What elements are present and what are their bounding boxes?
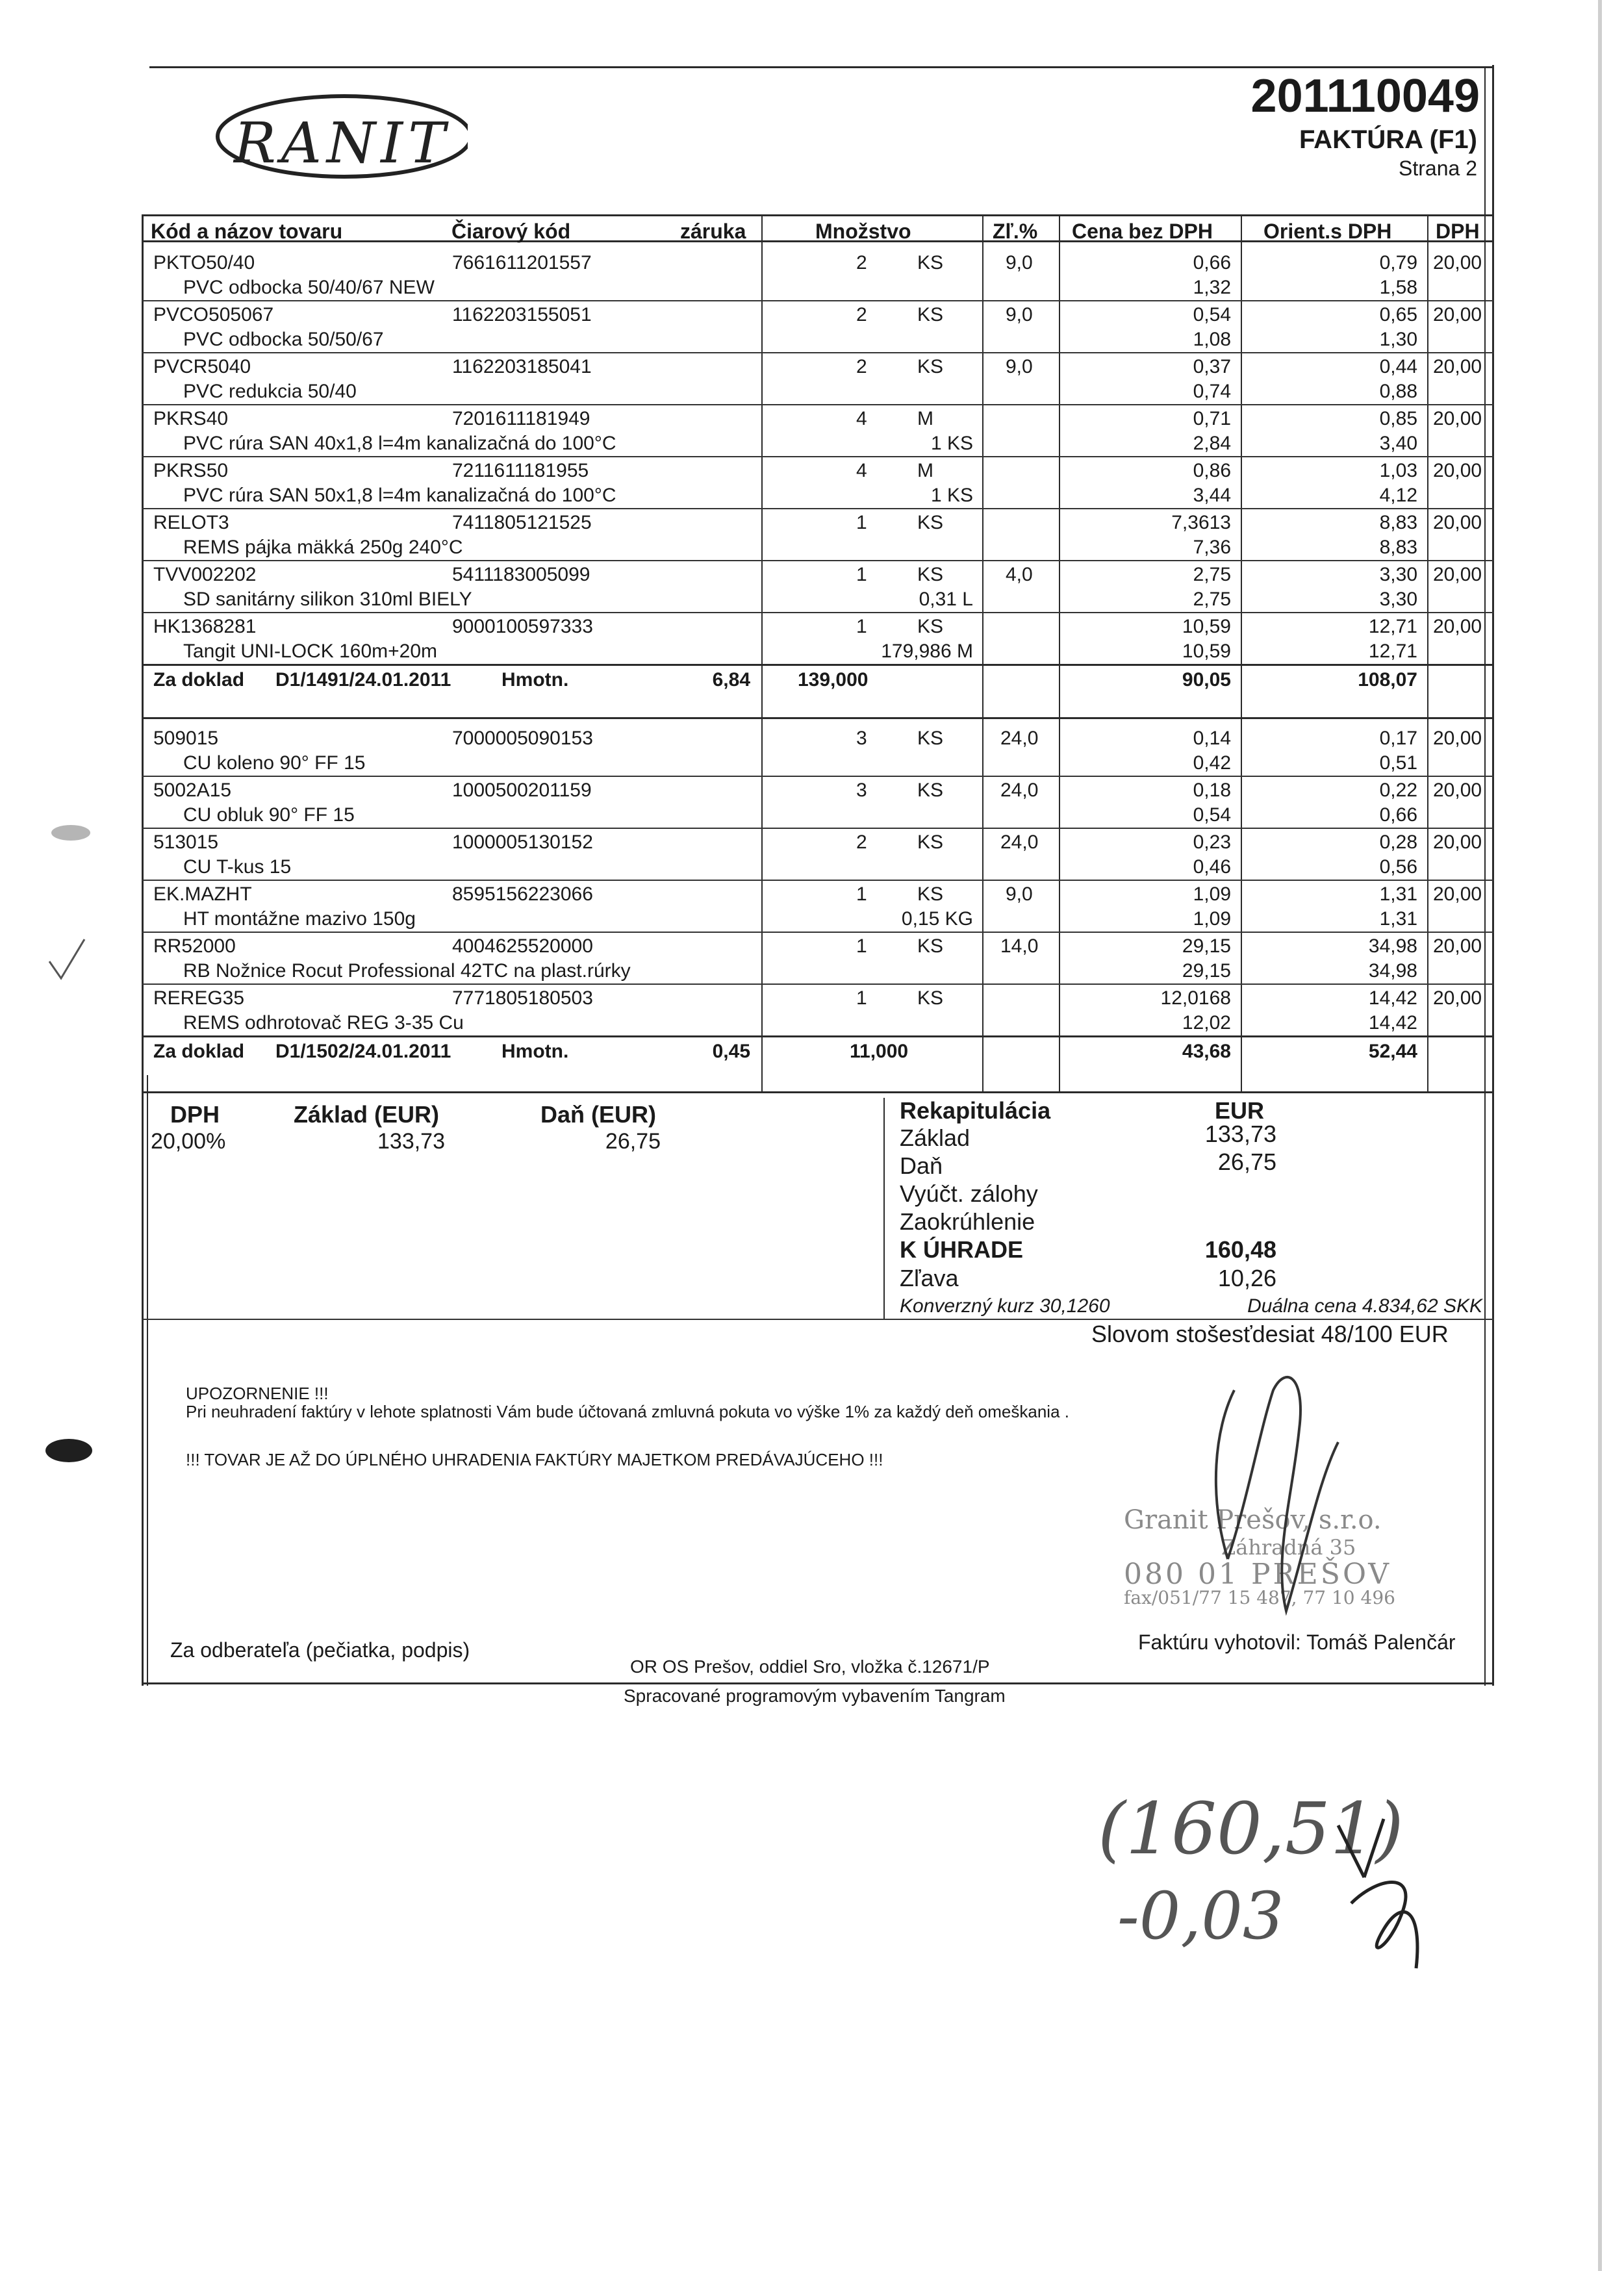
item-orient-total: 1,31	[1379, 908, 1417, 930]
item-price-total: 3,44	[1193, 485, 1231, 506]
item-unit: KS	[917, 512, 944, 533]
item-barcode: 8595156223066	[452, 883, 593, 905]
invoice-number: 201110049	[1250, 70, 1480, 122]
item-price-total: 7,36	[1193, 537, 1231, 558]
summary-price: 90,05	[1182, 669, 1231, 691]
item-qty: 1	[856, 883, 867, 905]
item-discount: 9,0	[1006, 252, 1033, 273]
stamp-line-3: 080 01 PREŠOV	[1124, 1558, 1392, 1591]
item-qty2: 0,31 L	[919, 589, 973, 610]
summary-weight-label: Hmotn.	[501, 1041, 569, 1062]
item-qty2: 179,986 M	[881, 641, 973, 662]
col-quantity: Množstvo	[815, 220, 911, 243]
item-price: 0,86	[1193, 460, 1231, 481]
item-name: REMS pájka mäkká 250g 240°C	[183, 537, 463, 558]
item-orient-total: 0,51	[1379, 752, 1417, 774]
item-discount: 14,0	[1000, 935, 1039, 957]
divider-orient-right	[1427, 214, 1428, 1091]
item-discount: 4,0	[1006, 564, 1033, 585]
summary-orient: 108,07	[1358, 669, 1417, 691]
item-code: HK1368281	[153, 616, 257, 637]
recap-base: 133,73	[1204, 1121, 1276, 1147]
item-discount: 9,0	[1006, 883, 1033, 905]
row-separator	[142, 456, 1494, 457]
item-qty: 3	[856, 780, 867, 801]
recap-divider	[883, 1098, 885, 1319]
item-price: 0,14	[1193, 728, 1231, 749]
item-discount: 24,0	[1000, 728, 1039, 749]
summary-label: Za doklad	[153, 1041, 245, 1062]
recap-dual-price: Duálna cena 4.834,62 SKK	[1247, 1295, 1482, 1317]
item-orient-total: 4,12	[1379, 485, 1417, 506]
item-qty: 4	[856, 460, 867, 481]
summary-orient: 52,44	[1368, 1041, 1417, 1062]
item-price: 12,0168	[1160, 987, 1231, 1009]
handwritten-total: (160,51)	[1098, 1787, 1404, 1870]
row-separator	[142, 880, 1494, 881]
item-orient: 14,42	[1368, 987, 1417, 1009]
item-price: 0,37	[1193, 356, 1231, 377]
item-price: 1,09	[1193, 883, 1231, 905]
item-price: 0,23	[1193, 831, 1231, 853]
item-vat: 20,00	[1433, 408, 1482, 429]
item-barcode: 5411183005099	[452, 564, 590, 585]
vat-base: 133,73	[377, 1129, 445, 1154]
item-orient: 3,30	[1379, 564, 1417, 585]
row-separator	[142, 932, 1494, 933]
page-number: Strana 2	[1399, 157, 1477, 180]
amount-in-words: Slovom stošesťdesiat 48/100 EUR	[1091, 1321, 1449, 1347]
item-name: CU koleno 90° FF 15	[183, 752, 366, 774]
item-unit: KS	[917, 728, 944, 749]
recap-rate: Konverzný kurz 30,1260	[900, 1295, 1110, 1317]
item-unit: KS	[917, 883, 944, 905]
item-vat: 20,00	[1433, 564, 1482, 585]
item-code: 5002A15	[153, 780, 232, 801]
row-separator	[142, 560, 1494, 561]
summary-qty: 139,000	[798, 669, 869, 691]
summary-doc: D1/1502/24.01.2011	[275, 1041, 451, 1062]
item-vat: 20,00	[1433, 304, 1482, 325]
logo-text: RANIT	[234, 111, 451, 176]
item-price-total: 29,15	[1182, 960, 1231, 982]
recap-discount: 10,26	[1217, 1265, 1276, 1291]
hole-punch-mark	[48, 820, 94, 846]
item-code: PKRS40	[153, 408, 229, 429]
item-vat: 20,00	[1433, 883, 1482, 905]
hole-punch-mark	[43, 1434, 95, 1467]
recap-due: 160,48	[1204, 1236, 1276, 1263]
vat-rate: 20,00%	[151, 1129, 226, 1154]
recap-discount-label: Zľava	[900, 1265, 959, 1291]
recap-rounding-label: Zaokrúhlenie	[900, 1208, 1035, 1235]
recap-base-label: Základ	[900, 1124, 971, 1151]
frame-top	[149, 66, 1494, 68]
frame-right-inner	[1484, 66, 1486, 1686]
item-code: REREG35	[153, 987, 245, 1009]
frame-left-inner	[147, 1075, 148, 1686]
stamp-line-4: fax/051/77 15 487, 77 10 496	[1124, 1587, 1395, 1608]
vat-header-tax: Daň (EUR)	[540, 1101, 656, 1128]
recap-currency: EUR	[1215, 1097, 1265, 1124]
item-orient: 12,71	[1368, 616, 1417, 637]
check-mark	[45, 935, 91, 987]
item-unit: KS	[917, 935, 944, 957]
row-separator	[142, 300, 1494, 301]
handwritten-initials	[1325, 1799, 1442, 1975]
item-price: 0,54	[1193, 304, 1231, 325]
item-vat: 20,00	[1433, 356, 1482, 377]
item-discount: 9,0	[1006, 356, 1033, 377]
item-price-total: 10,59	[1182, 641, 1231, 662]
item-vat: 20,00	[1433, 728, 1482, 749]
item-code: TVV002202	[153, 564, 257, 585]
table-bottom	[142, 1091, 1494, 1093]
item-vat: 20,00	[1433, 780, 1482, 801]
item-unit: KS	[917, 356, 944, 377]
item-code: PKTO50/40	[153, 252, 255, 273]
item-vat: 20,00	[1433, 935, 1482, 957]
item-price: 0,66	[1193, 252, 1231, 273]
notice-ownership: !!! TOVAR JE AŽ DO ÚPLNÉHO UHRADENIA FAKTÚRY MAJETKOM PREDÁVAJÚCEHO !!!	[186, 1450, 883, 1469]
item-orient-total: 1,58	[1379, 277, 1417, 298]
handwritten-difference: -0,03	[1117, 1878, 1284, 1954]
col-discount: Zľ.%	[993, 220, 1038, 243]
item-orient-total: 1,30	[1379, 329, 1417, 350]
item-unit: KS	[917, 987, 944, 1009]
item-code: 513015	[153, 831, 219, 853]
item-name: CU T-kus 15	[183, 856, 292, 878]
columns-header-top	[142, 214, 1494, 216]
item-qty: 4	[856, 408, 867, 429]
item-orient-total: 14,42	[1368, 1012, 1417, 1034]
notice-penalty: Pri neuhradení faktúry v lehote splatnosti Vám bude účtovaná zmluvná pokuta vo výške 1% za každý deň omeškania .	[186, 1402, 1069, 1421]
item-qty: 2	[856, 252, 867, 273]
summary-doc: D1/1491/24.01.2011	[275, 669, 451, 691]
item-orient: 0,28	[1379, 831, 1417, 853]
summary-weight: 6,84	[712, 669, 750, 691]
frame-right	[1492, 65, 1494, 1686]
row-separator	[142, 508, 1494, 509]
item-barcode: 7771805180503	[452, 987, 593, 1009]
col-price-ex-vat: Cena bez DPH	[1072, 220, 1213, 243]
summary-weight-label: Hmotn.	[501, 669, 569, 691]
item-orient-total: 8,83	[1379, 537, 1417, 558]
item-barcode: 7000005090153	[452, 728, 593, 749]
customer-signature-label: Za odberateľa (pečiatka, podpis)	[170, 1638, 470, 1662]
row-separator	[142, 983, 1494, 985]
row-separator	[142, 664, 1494, 666]
item-unit: M	[917, 460, 933, 481]
item-orient: 0,65	[1379, 304, 1417, 325]
item-vat: 20,00	[1433, 987, 1482, 1009]
item-orient-total: 3,30	[1379, 589, 1417, 610]
divider-qty-left	[761, 214, 763, 1091]
item-price-total: 2,75	[1193, 589, 1231, 610]
notice-title: UPOZORNENIE !!!	[186, 1384, 329, 1403]
item-orient-total: 0,56	[1379, 856, 1417, 878]
item-qty: 2	[856, 356, 867, 377]
divider-price-right	[1241, 214, 1242, 1091]
item-barcode: 7661611201557	[452, 252, 592, 273]
item-orient: 34,98	[1368, 935, 1417, 957]
item-orient: 1,03	[1379, 460, 1417, 481]
row-separator	[142, 1035, 1494, 1037]
item-name: SD sanitárny silikon 310ml BIELY	[183, 589, 472, 610]
item-orient: 0,17	[1379, 728, 1417, 749]
item-orient-total: 0,88	[1379, 381, 1417, 402]
item-qty2: 0,15 KG	[901, 908, 973, 930]
stamp-line-1: Granit Prešov, s.r.o.	[1124, 1505, 1382, 1535]
item-code: EK.MAZHT	[153, 883, 252, 905]
item-unit: KS	[917, 564, 944, 585]
divider-qty-right	[982, 214, 983, 1091]
item-orient-total: 0,66	[1379, 804, 1417, 826]
item-vat: 20,00	[1433, 460, 1482, 481]
company-register: OR OS Prešov, oddiel Sro, vložka č.12671/P	[630, 1656, 990, 1677]
item-price: 29,15	[1182, 935, 1231, 957]
item-qty: 1	[856, 616, 867, 637]
item-orient: 1,31	[1379, 883, 1417, 905]
item-price: 0,18	[1193, 780, 1231, 801]
item-orient: 0,79	[1379, 252, 1417, 273]
item-barcode: 7211611181955	[452, 460, 589, 481]
item-qty2: 1 KS	[930, 433, 973, 454]
divider-disc-right	[1059, 214, 1060, 1091]
item-unit: M	[917, 408, 933, 429]
item-name: Tangit UNI-LOCK 160m+20m	[183, 641, 437, 662]
recap-tax-label: Daň	[900, 1152, 943, 1179]
item-price-total: 12,02	[1182, 1012, 1231, 1034]
item-discount: 9,0	[1006, 304, 1033, 325]
item-barcode: 9000100597333	[452, 616, 593, 637]
item-qty: 2	[856, 304, 867, 325]
col-vat: DPH	[1436, 220, 1480, 243]
item-barcode: 4004625520000	[452, 935, 593, 957]
summary-weight: 0,45	[712, 1041, 750, 1062]
item-price-total: 1,08	[1193, 329, 1231, 350]
item-price: 2,75	[1193, 564, 1231, 585]
item-barcode: 1162203155051	[452, 304, 592, 325]
item-barcode: 1000500201159	[452, 780, 592, 801]
item-name: PVC odbocka 50/40/67 NEW	[183, 277, 435, 298]
row-separator	[142, 776, 1494, 777]
item-unit: KS	[917, 780, 944, 801]
item-vat: 20,00	[1433, 616, 1482, 637]
item-price: 0,71	[1193, 408, 1231, 429]
item-name: PVC rúra SAN 50x1,8 l=4m kanalizačná do 100°C	[183, 485, 616, 506]
item-vat: 20,00	[1433, 831, 1482, 853]
item-qty: 1	[856, 564, 867, 585]
item-unit: KS	[917, 252, 944, 273]
item-code: PVCO505067	[153, 304, 274, 325]
item-code: RR52000	[153, 935, 236, 957]
item-price-total: 0,42	[1193, 752, 1231, 774]
item-code: 509015	[153, 728, 219, 749]
recap-bottom	[142, 1319, 1494, 1320]
col-orient-vat: Orient.s DPH	[1263, 220, 1392, 243]
item-price: 10,59	[1182, 616, 1231, 637]
item-vat: 20,00	[1433, 512, 1482, 533]
item-qty: 1	[856, 987, 867, 1009]
item-unit: KS	[917, 616, 944, 637]
item-price: 7,3613	[1171, 512, 1231, 533]
row-separator	[142, 828, 1494, 829]
item-barcode: 1162203185041	[452, 356, 592, 377]
col-code-name: Kód a názov tovaru	[151, 220, 343, 243]
item-price-total: 0,54	[1193, 804, 1231, 826]
col-barcode: Čiarový kód	[451, 220, 571, 243]
signature	[1208, 1351, 1364, 1656]
item-code: PKRS50	[153, 460, 229, 481]
summary-label: Za doklad	[153, 669, 245, 691]
item-name: PVC redukcia 50/40	[183, 381, 357, 402]
item-qty2: 1 KS	[930, 485, 973, 506]
recap-due-label: K ÚHRADE	[900, 1236, 1024, 1263]
vat-header-rate: DPH	[170, 1101, 220, 1128]
item-unit: KS	[917, 304, 944, 325]
document-type: FAKTÚRA (F1)	[1299, 125, 1477, 154]
stamp-line-2: Záhradná 35	[1221, 1535, 1356, 1560]
frame-left	[142, 214, 144, 1686]
item-orient-total: 12,71	[1368, 641, 1417, 662]
item-discount: 24,0	[1000, 831, 1039, 853]
item-vat: 20,00	[1433, 252, 1482, 273]
vat-header-base: Základ (EUR)	[294, 1101, 440, 1128]
issued-by: Faktúru vyhotovil: Tomáš Palenčár	[1138, 1630, 1456, 1654]
item-name: PVC rúra SAN 40x1,8 l=4m kanalizačná do 100°C	[183, 433, 616, 454]
recap-advance-label: Vyúčt. zálohy	[900, 1180, 1038, 1207]
item-orient: 0,44	[1379, 356, 1417, 377]
item-name: CU obluk 90° FF 15	[183, 804, 355, 826]
summary-qty: 11,000	[850, 1041, 909, 1062]
item-name: REMS odhrotovač REG 3-35 Cu	[183, 1012, 464, 1034]
recap-tax: 26,75	[1217, 1148, 1276, 1175]
recap-title: Rekapitulácia	[900, 1097, 1051, 1124]
item-name: RB Nožnice Rocut Professional 42TC na plast.rúrky	[183, 960, 631, 982]
col-warranty: záruka	[680, 220, 746, 243]
summary-price: 43,68	[1182, 1041, 1231, 1062]
item-qty: 1	[856, 935, 867, 957]
item-price-total: 0,46	[1193, 856, 1231, 878]
item-barcode: 7201611181949	[452, 408, 590, 429]
item-price-total: 1,32	[1193, 277, 1231, 298]
item-unit: KS	[917, 831, 944, 853]
row-separator	[142, 352, 1494, 353]
group-separator	[142, 717, 1494, 719]
item-price-total: 2,84	[1193, 433, 1231, 454]
item-price-total: 0,74	[1193, 381, 1231, 402]
item-code: PVCR5040	[153, 356, 251, 377]
item-orient: 0,22	[1379, 780, 1417, 801]
item-name: PVC odbocka 50/50/67	[183, 329, 384, 350]
software-note: Spracované programovým vybavením Tangram	[624, 1686, 1006, 1706]
item-code: RELOT3	[153, 512, 229, 533]
item-orient-total: 3,40	[1379, 433, 1417, 454]
row-separator	[142, 404, 1494, 405]
item-barcode: 7411805121525	[452, 512, 592, 533]
item-qty: 1	[856, 512, 867, 533]
item-orient: 8,83	[1379, 512, 1417, 533]
vat-tax: 26,75	[605, 1129, 661, 1154]
item-orient: 0,85	[1379, 408, 1417, 429]
item-price-total: 1,09	[1193, 908, 1231, 930]
row-separator	[142, 612, 1494, 613]
item-discount: 24,0	[1000, 780, 1039, 801]
frame-bottom	[142, 1682, 1494, 1684]
page-edge-shadow	[1598, 0, 1602, 2271]
item-qty: 2	[856, 831, 867, 853]
item-orient-total: 34,98	[1368, 960, 1417, 982]
item-barcode: 1000005130152	[452, 831, 593, 853]
item-qty: 3	[856, 728, 867, 749]
item-name: HT montážne mazivo 150g	[183, 908, 416, 930]
